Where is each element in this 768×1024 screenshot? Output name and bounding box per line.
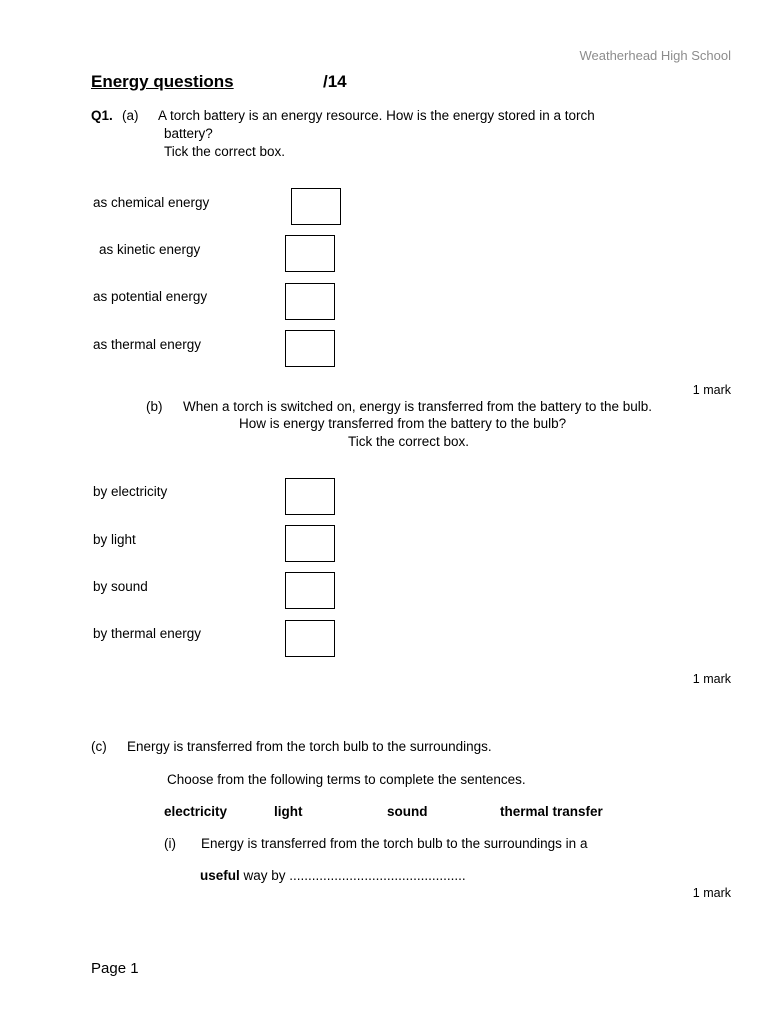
emphasis-word: useful bbox=[200, 868, 240, 883]
page-title bbox=[91, 71, 234, 93]
part-b-label: (b) bbox=[146, 399, 163, 414]
option-label: as kinetic energy bbox=[99, 242, 201, 257]
page-number: Page 1 bbox=[91, 960, 139, 977]
tick-box-electricity[interactable] bbox=[285, 478, 335, 515]
tick-box-sound[interactable] bbox=[285, 572, 335, 609]
subpart-i-sentence: Energy is transferred from the torch bulb to the surroundings in a bbox=[201, 836, 588, 851]
subpart-i-label: (i) bbox=[164, 836, 176, 851]
part-b-question-line1: When a torch is switched on, energy is transferred from the battery to the bulb. bbox=[183, 399, 652, 414]
option-label: by electricity bbox=[93, 484, 168, 499]
part-a-question-line1: A torch battery is an energy resource. How is the energy stored in a torch bbox=[158, 108, 595, 123]
mark-label: 1 mark bbox=[692, 383, 731, 397]
title-text: Energy questions bbox=[91, 72, 234, 91]
term-option: light bbox=[274, 804, 303, 819]
mark-label: 1 mark bbox=[692, 672, 731, 686]
option-label: by sound bbox=[93, 579, 148, 594]
total-marks: /14 bbox=[323, 72, 347, 91]
part-a-question-line2: battery? bbox=[164, 126, 213, 141]
term-option: thermal transfer bbox=[500, 804, 603, 819]
part-c-instruction: Choose from the following terms to complete the sentences. bbox=[167, 772, 526, 787]
option-label: by light bbox=[93, 532, 136, 547]
part-b-question-line2: How is energy transferred from the battery to the bulb? bbox=[239, 416, 567, 431]
part-a-label: (a) bbox=[122, 108, 139, 123]
tick-box-thermal[interactable] bbox=[285, 330, 335, 367]
option-label: as thermal energy bbox=[93, 337, 202, 352]
part-b-instruction: Tick the correct box. bbox=[348, 434, 470, 449]
part-c-label: (c) bbox=[91, 739, 107, 754]
option-label: as potential energy bbox=[93, 289, 208, 304]
school-name: Weatherhead High School bbox=[579, 48, 731, 63]
option-label: as chemical energy bbox=[93, 195, 210, 210]
tick-box-potential[interactable] bbox=[285, 283, 335, 320]
option-label: by thermal energy bbox=[93, 626, 202, 641]
tick-box-chemical[interactable] bbox=[291, 188, 341, 225]
part-a-instruction: Tick the correct box. bbox=[164, 144, 286, 159]
mark-label: 1 mark bbox=[692, 886, 731, 900]
term-option: sound bbox=[387, 804, 428, 819]
answer-blank: way by ............................................... bbox=[243, 868, 466, 883]
tick-box-kinetic[interactable] bbox=[285, 235, 335, 272]
part-c-statement: Energy is transferred from the torch bulb to the surroundings. bbox=[127, 739, 492, 754]
term-option: electricity bbox=[164, 804, 228, 819]
subpart-i-answer-line bbox=[200, 867, 466, 885]
tick-box-light[interactable] bbox=[285, 525, 335, 562]
tick-box-thermal-energy[interactable] bbox=[285, 620, 335, 657]
question-number: Q1. bbox=[91, 108, 113, 123]
